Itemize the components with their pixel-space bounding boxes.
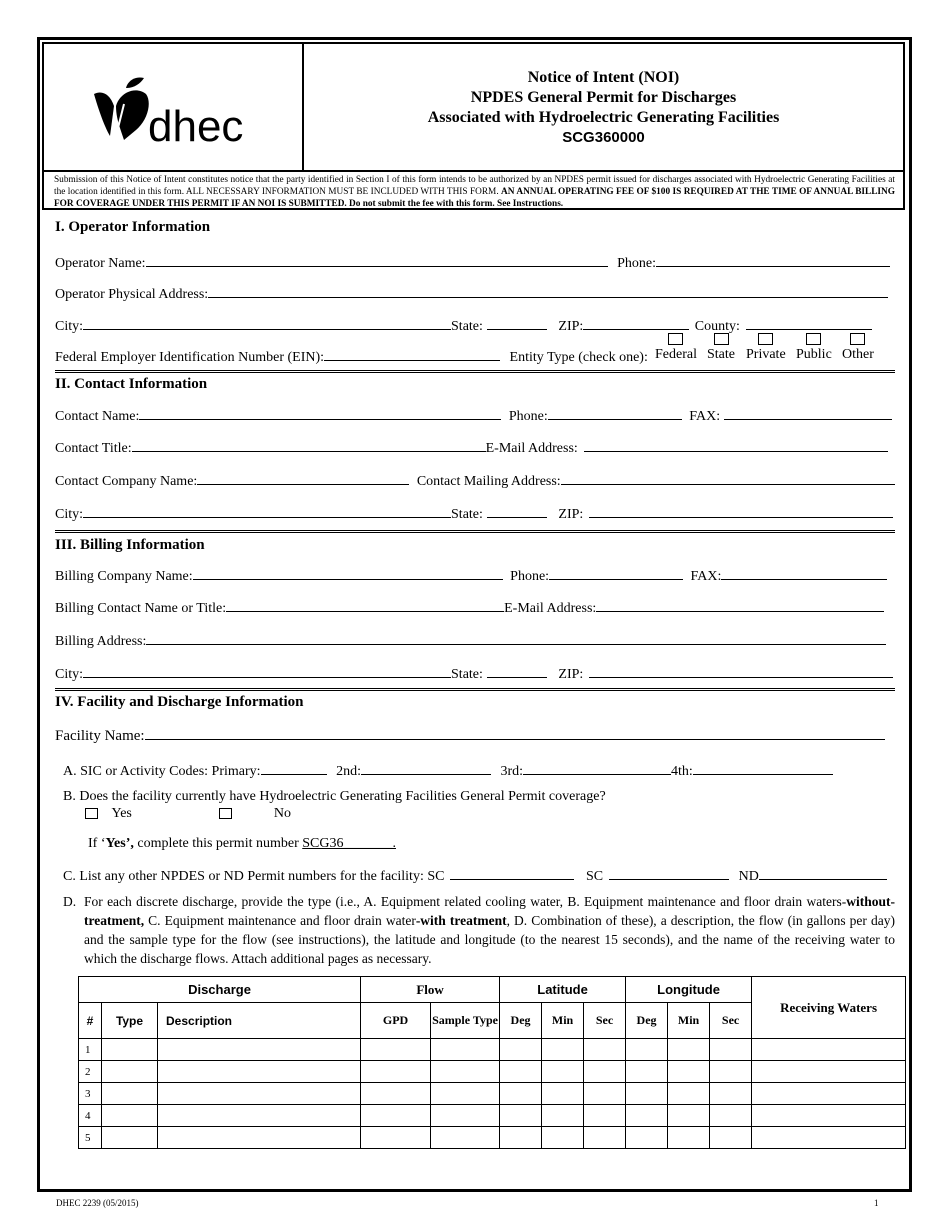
table-cell[interactable]	[626, 1105, 668, 1127]
entity-other-checkbox[interactable]	[850, 333, 865, 345]
contact-zip-field[interactable]	[589, 504, 893, 518]
table-cell[interactable]	[361, 1039, 431, 1061]
table-cell[interactable]	[158, 1061, 361, 1083]
contact-name-field[interactable]	[139, 406, 501, 420]
billing-company-field[interactable]	[193, 566, 503, 580]
lon-min-header: Min	[668, 1003, 710, 1039]
table-cell[interactable]	[431, 1039, 500, 1061]
table-cell[interactable]	[752, 1083, 906, 1105]
table-cell[interactable]	[584, 1127, 626, 1149]
section-divider	[55, 688, 895, 691]
entity-public-checkbox[interactable]	[806, 333, 821, 345]
operator-phone-label: Phone:	[617, 256, 656, 271]
table-cell[interactable]	[158, 1105, 361, 1127]
contact-zip-label: ZIP:	[558, 507, 584, 522]
form-header	[42, 42, 905, 210]
billing-company-row	[55, 566, 895, 585]
coverage-question: B. Does the facility currently have Hydroelectric Generating Facilities General Permit coverage?	[63, 789, 606, 804]
table-cell[interactable]	[500, 1039, 542, 1061]
operator-county-label: County:	[694, 319, 740, 334]
lat-deg-header: Deg	[500, 1003, 542, 1039]
contact-company-field[interactable]	[197, 471, 409, 485]
table-cell[interactable]	[361, 1083, 431, 1105]
operator-zip-field[interactable]	[583, 316, 689, 330]
table-cell[interactable]	[431, 1105, 500, 1127]
sic-4th-field[interactable]	[693, 761, 833, 775]
discharge-instructions: For each discrete discharge, provide the type (i.e., A. Equipment related cooling water, B. Equipment maintenance and floor drain waters-without-treatment, C. Equipment maintenance and floor drain water-with treatment, D. Combination of these), a description, the flow (in gallons per day) and the sample type for the flow (see instructions), the latitude and longitude (to the nearest 15 seconds), and the name of the receiving water to which the discharge flows. Attach additional pages as necessary.	[84, 894, 895, 966]
coverage-yes-label: Yes	[111, 806, 132, 821]
dhec-logo	[44, 44, 304, 170]
table-row	[79, 1105, 906, 1127]
contact-fax-field[interactable]	[724, 406, 892, 420]
other-permit-sc1-field[interactable]	[450, 866, 574, 880]
table-row	[79, 1061, 906, 1083]
lon-sec-header: Sec	[710, 1003, 752, 1039]
operator-zip-label: ZIP:	[558, 319, 584, 334]
row-number: 3	[79, 1083, 102, 1105]
dhec-logo-icon	[44, 44, 302, 170]
facility-name-row	[55, 726, 895, 745]
operator-city-field[interactable]	[83, 316, 451, 330]
lon-deg-header: Deg	[626, 1003, 668, 1039]
table-cell[interactable]	[361, 1127, 431, 1149]
table-cell[interactable]	[542, 1105, 584, 1127]
ein-label: Federal Employer Identification Number (EIN):	[55, 350, 325, 365]
billing-contact-label: Billing Contact Name or Title:	[55, 601, 227, 616]
entity-state-checkbox[interactable]	[714, 333, 729, 345]
table-cell[interactable]	[158, 1127, 361, 1149]
sample-type-header: Sample Type	[431, 1003, 500, 1039]
row-number: 5	[79, 1127, 102, 1149]
sic-3rd-field[interactable]	[523, 761, 671, 775]
contact-city-row	[55, 504, 895, 523]
billing-email-label: E-Mail Address:	[504, 601, 597, 616]
receiving-waters-header: Receiving Waters	[752, 977, 906, 1039]
table-cell[interactable]	[500, 1061, 542, 1083]
other-permits-label: C. List any other NPDES or ND Permit numbers for the facility: SC	[63, 869, 445, 884]
sic-3rd-label: 3rd:	[500, 764, 524, 779]
facility-name-field[interactable]	[145, 726, 885, 740]
entity-private-checkbox[interactable]	[758, 333, 773, 345]
ein-field[interactable]	[324, 347, 500, 361]
lat-sec-header: Sec	[584, 1003, 626, 1039]
billing-address-label: Billing Address:	[55, 634, 147, 649]
contact-phone-label: Phone:	[508, 409, 548, 424]
table-cell[interactable]	[626, 1039, 668, 1061]
billing-contact-field[interactable]	[226, 598, 504, 612]
table-cell[interactable]	[500, 1083, 542, 1105]
billing-address-field[interactable]	[146, 631, 886, 645]
table-cell[interactable]	[431, 1083, 500, 1105]
contact-title-field[interactable]	[132, 438, 486, 452]
contact-name-label: Contact Name:	[55, 409, 140, 424]
table-cell[interactable]	[584, 1061, 626, 1083]
section-4-heading: IV. Facility and Discharge Information	[55, 694, 304, 710]
coverage-yes-checkbox[interactable]	[85, 808, 98, 819]
row-number: 2	[79, 1061, 102, 1083]
title-line-1: Notice of Intent (NOI)	[527, 69, 680, 86]
contact-mailing-label: Contact Mailing Address:	[416, 474, 561, 489]
table-cell[interactable]	[584, 1105, 626, 1127]
table-cell[interactable]	[102, 1039, 158, 1061]
table-cell[interactable]	[500, 1105, 542, 1127]
billing-phone-field[interactable]	[549, 566, 683, 580]
billing-city-label: City:	[55, 667, 84, 682]
table-cell[interactable]	[500, 1127, 542, 1149]
table-cell[interactable]	[361, 1105, 431, 1127]
billing-company-label: Billing Company Name:	[55, 569, 193, 584]
table-cell[interactable]	[710, 1039, 752, 1061]
table-cell[interactable]	[752, 1039, 906, 1061]
table-cell[interactable]	[668, 1105, 710, 1127]
table-cell[interactable]	[584, 1039, 626, 1061]
table-cell[interactable]	[710, 1105, 752, 1127]
contact-city-label: City:	[55, 507, 84, 522]
billing-contact-row	[55, 598, 895, 617]
entity-federal-checkbox[interactable]	[668, 333, 683, 345]
billing-email-field[interactable]	[596, 598, 884, 612]
table-cell[interactable]	[626, 1127, 668, 1149]
table-row	[79, 1127, 906, 1149]
form-id: DHEC 2239 (05/2015)	[56, 1198, 139, 1208]
num-header: #	[79, 1003, 102, 1039]
billing-state-label: State:	[451, 667, 483, 682]
billing-fax-label: FAX:	[690, 569, 722, 584]
table-cell[interactable]	[542, 1061, 584, 1083]
other-permit-sc2-field[interactable]	[609, 866, 729, 880]
longitude-header: Longitude	[626, 977, 752, 1003]
contact-title-label: Contact Title:	[55, 441, 132, 456]
table-cell[interactable]	[542, 1083, 584, 1105]
table-cell[interactable]	[542, 1039, 584, 1061]
permit-number-row: If ‘Yes’, complete this permit number SCG36_______.	[88, 836, 396, 851]
table-cell[interactable]	[361, 1061, 431, 1083]
contact-city-field[interactable]	[83, 504, 451, 518]
row-number: 4	[79, 1105, 102, 1127]
section-3-heading: III. Billing Information	[55, 537, 205, 553]
table-cell[interactable]	[626, 1083, 668, 1105]
table-cell[interactable]	[431, 1061, 500, 1083]
table-cell[interactable]	[102, 1083, 158, 1105]
description-header: Description	[158, 1003, 361, 1039]
table-cell[interactable]	[158, 1039, 361, 1061]
notice-bold-text: AN ANNUAL OPERATING FEE OF $100 IS REQUIRED AT THE TIME OF ANNUAL BILLING FOR COVERAGE UNDER THIS PERMIT IF AN NOI IS SUBMITTED. Do not submit the fee with this form. See Instructions.	[54, 187, 895, 209]
operator-name-field[interactable]	[146, 253, 608, 267]
table-cell[interactable]	[158, 1083, 361, 1105]
table-cell[interactable]	[102, 1127, 158, 1149]
notice-text: Submission of this Notice of Intent constitutes notice that the party identified in Section I of this form intends to be authorized by an NPDES permit issued for discharges associated with Hydroelectric Generating Facilities at the location identified in this form. ALL NECESSARY INFORMATION MUST BE INCLUDED WITH THIS FORM.	[54, 175, 895, 197]
entity-public[interactable]: Public	[796, 333, 832, 363]
operator-state-label: State:	[451, 319, 483, 334]
lat-min-header: Min	[542, 1003, 584, 1039]
table-cell[interactable]	[668, 1061, 710, 1083]
discharge-header: Discharge	[79, 977, 361, 1003]
sic-primary-label: A. SIC or Activity Codes: Primary:	[63, 764, 261, 779]
operator-address-row	[55, 284, 895, 303]
form-title	[304, 44, 903, 170]
gpd-header: GPD	[361, 1003, 431, 1039]
operator-phone-field[interactable]	[656, 253, 890, 267]
operator-city-label: City:	[55, 319, 84, 334]
other-permit-sc2-label: SC	[585, 869, 604, 884]
coverage-options	[85, 806, 925, 822]
table-cell[interactable]	[710, 1127, 752, 1149]
table-cell[interactable]	[752, 1105, 906, 1127]
sic-codes-row	[63, 761, 903, 780]
sic-primary-field[interactable]	[261, 761, 327, 775]
contact-phone-field[interactable]	[548, 406, 682, 420]
table-cell[interactable]	[668, 1083, 710, 1105]
discharge-item-letter: D.	[63, 894, 77, 909]
entity-private[interactable]: Private	[746, 333, 786, 363]
table-cell[interactable]	[668, 1039, 710, 1061]
latitude-header: Latitude	[500, 977, 626, 1003]
page-number: 1	[874, 1198, 879, 1208]
row-number: 1	[79, 1039, 102, 1061]
contact-company-label: Contact Company Name:	[55, 474, 198, 489]
table-row	[79, 1083, 906, 1105]
type-header: Type	[102, 1003, 158, 1039]
table-cell[interactable]	[102, 1061, 158, 1083]
section-2-heading: II. Contact Information	[55, 376, 208, 392]
table-cell[interactable]	[752, 1127, 906, 1149]
sic-2nd-field[interactable]	[361, 761, 491, 775]
billing-state-field[interactable]	[487, 664, 547, 678]
sic-2nd-label: 2nd:	[336, 764, 361, 779]
submission-notice	[44, 170, 903, 208]
contact-state-field[interactable]	[487, 504, 547, 518]
title-line-2: NPDES General Permit for Discharges	[470, 89, 737, 106]
contact-email-field[interactable]	[584, 438, 888, 452]
flow-header: Flow	[361, 977, 500, 1003]
table-cell[interactable]	[431, 1127, 500, 1149]
table-cell[interactable]	[542, 1127, 584, 1149]
billing-city-field[interactable]	[83, 664, 451, 678]
contact-mailing-field[interactable]	[561, 471, 895, 485]
discharge-table	[78, 976, 906, 1149]
other-permit-nd-label: ND	[738, 869, 759, 884]
billing-address-row	[55, 631, 895, 650]
operator-county-field[interactable]	[746, 316, 872, 330]
billing-zip-field[interactable]	[589, 664, 893, 678]
billing-zip-label: ZIP:	[558, 667, 584, 682]
svg-text:dhec: dhec	[148, 102, 244, 151]
contact-company-row	[55, 471, 895, 490]
billing-phone-label: Phone:	[510, 569, 550, 584]
table-cell[interactable]	[102, 1105, 158, 1127]
section-divider	[55, 370, 895, 373]
table-cell[interactable]	[584, 1083, 626, 1105]
table-cell[interactable]	[626, 1061, 668, 1083]
title-line-3: Associated with Hydroelectric Generating Facilities	[427, 109, 780, 126]
operator-state-field[interactable]	[487, 316, 547, 330]
facility-name-label: Facility Name:	[55, 728, 145, 744]
billing-fax-field[interactable]	[721, 566, 887, 580]
table-cell[interactable]	[710, 1061, 752, 1083]
operator-name-row	[55, 253, 895, 272]
entity-type-label: Entity Type (check one):	[509, 350, 648, 365]
billing-city-row	[55, 664, 895, 683]
table-cell[interactable]	[668, 1127, 710, 1149]
entity-federal[interactable]: Federal	[655, 333, 697, 363]
operator-name-label: Operator Name:	[55, 256, 146, 271]
section-divider	[55, 530, 895, 533]
entity-state[interactable]: State	[707, 333, 735, 363]
operator-address-field[interactable]	[208, 284, 888, 298]
coverage-no-label: No	[273, 806, 291, 821]
table-cell[interactable]	[710, 1083, 752, 1105]
coverage-no-checkbox[interactable]	[219, 808, 232, 819]
permit-number-field[interactable]: SCG36_______.	[302, 836, 396, 851]
table-row	[79, 1039, 906, 1061]
operator-address-label: Operator Physical Address:	[55, 287, 209, 302]
sic-4th-label: 4th:	[671, 764, 693, 779]
table-cell[interactable]	[752, 1061, 906, 1083]
contact-title-row	[55, 438, 895, 457]
other-permit-nd-field[interactable]	[759, 866, 887, 880]
section-1-heading: I. Operator Information	[55, 219, 211, 235]
contact-email-label: E-Mail Address:	[485, 441, 578, 456]
permit-code: SCG360000	[562, 129, 645, 146]
contact-fax-label: FAX:	[689, 409, 721, 424]
contact-name-row	[55, 406, 895, 425]
entity-other[interactable]: Other	[842, 333, 874, 363]
contact-state-label: State:	[451, 507, 483, 522]
other-permits-row	[63, 866, 903, 885]
